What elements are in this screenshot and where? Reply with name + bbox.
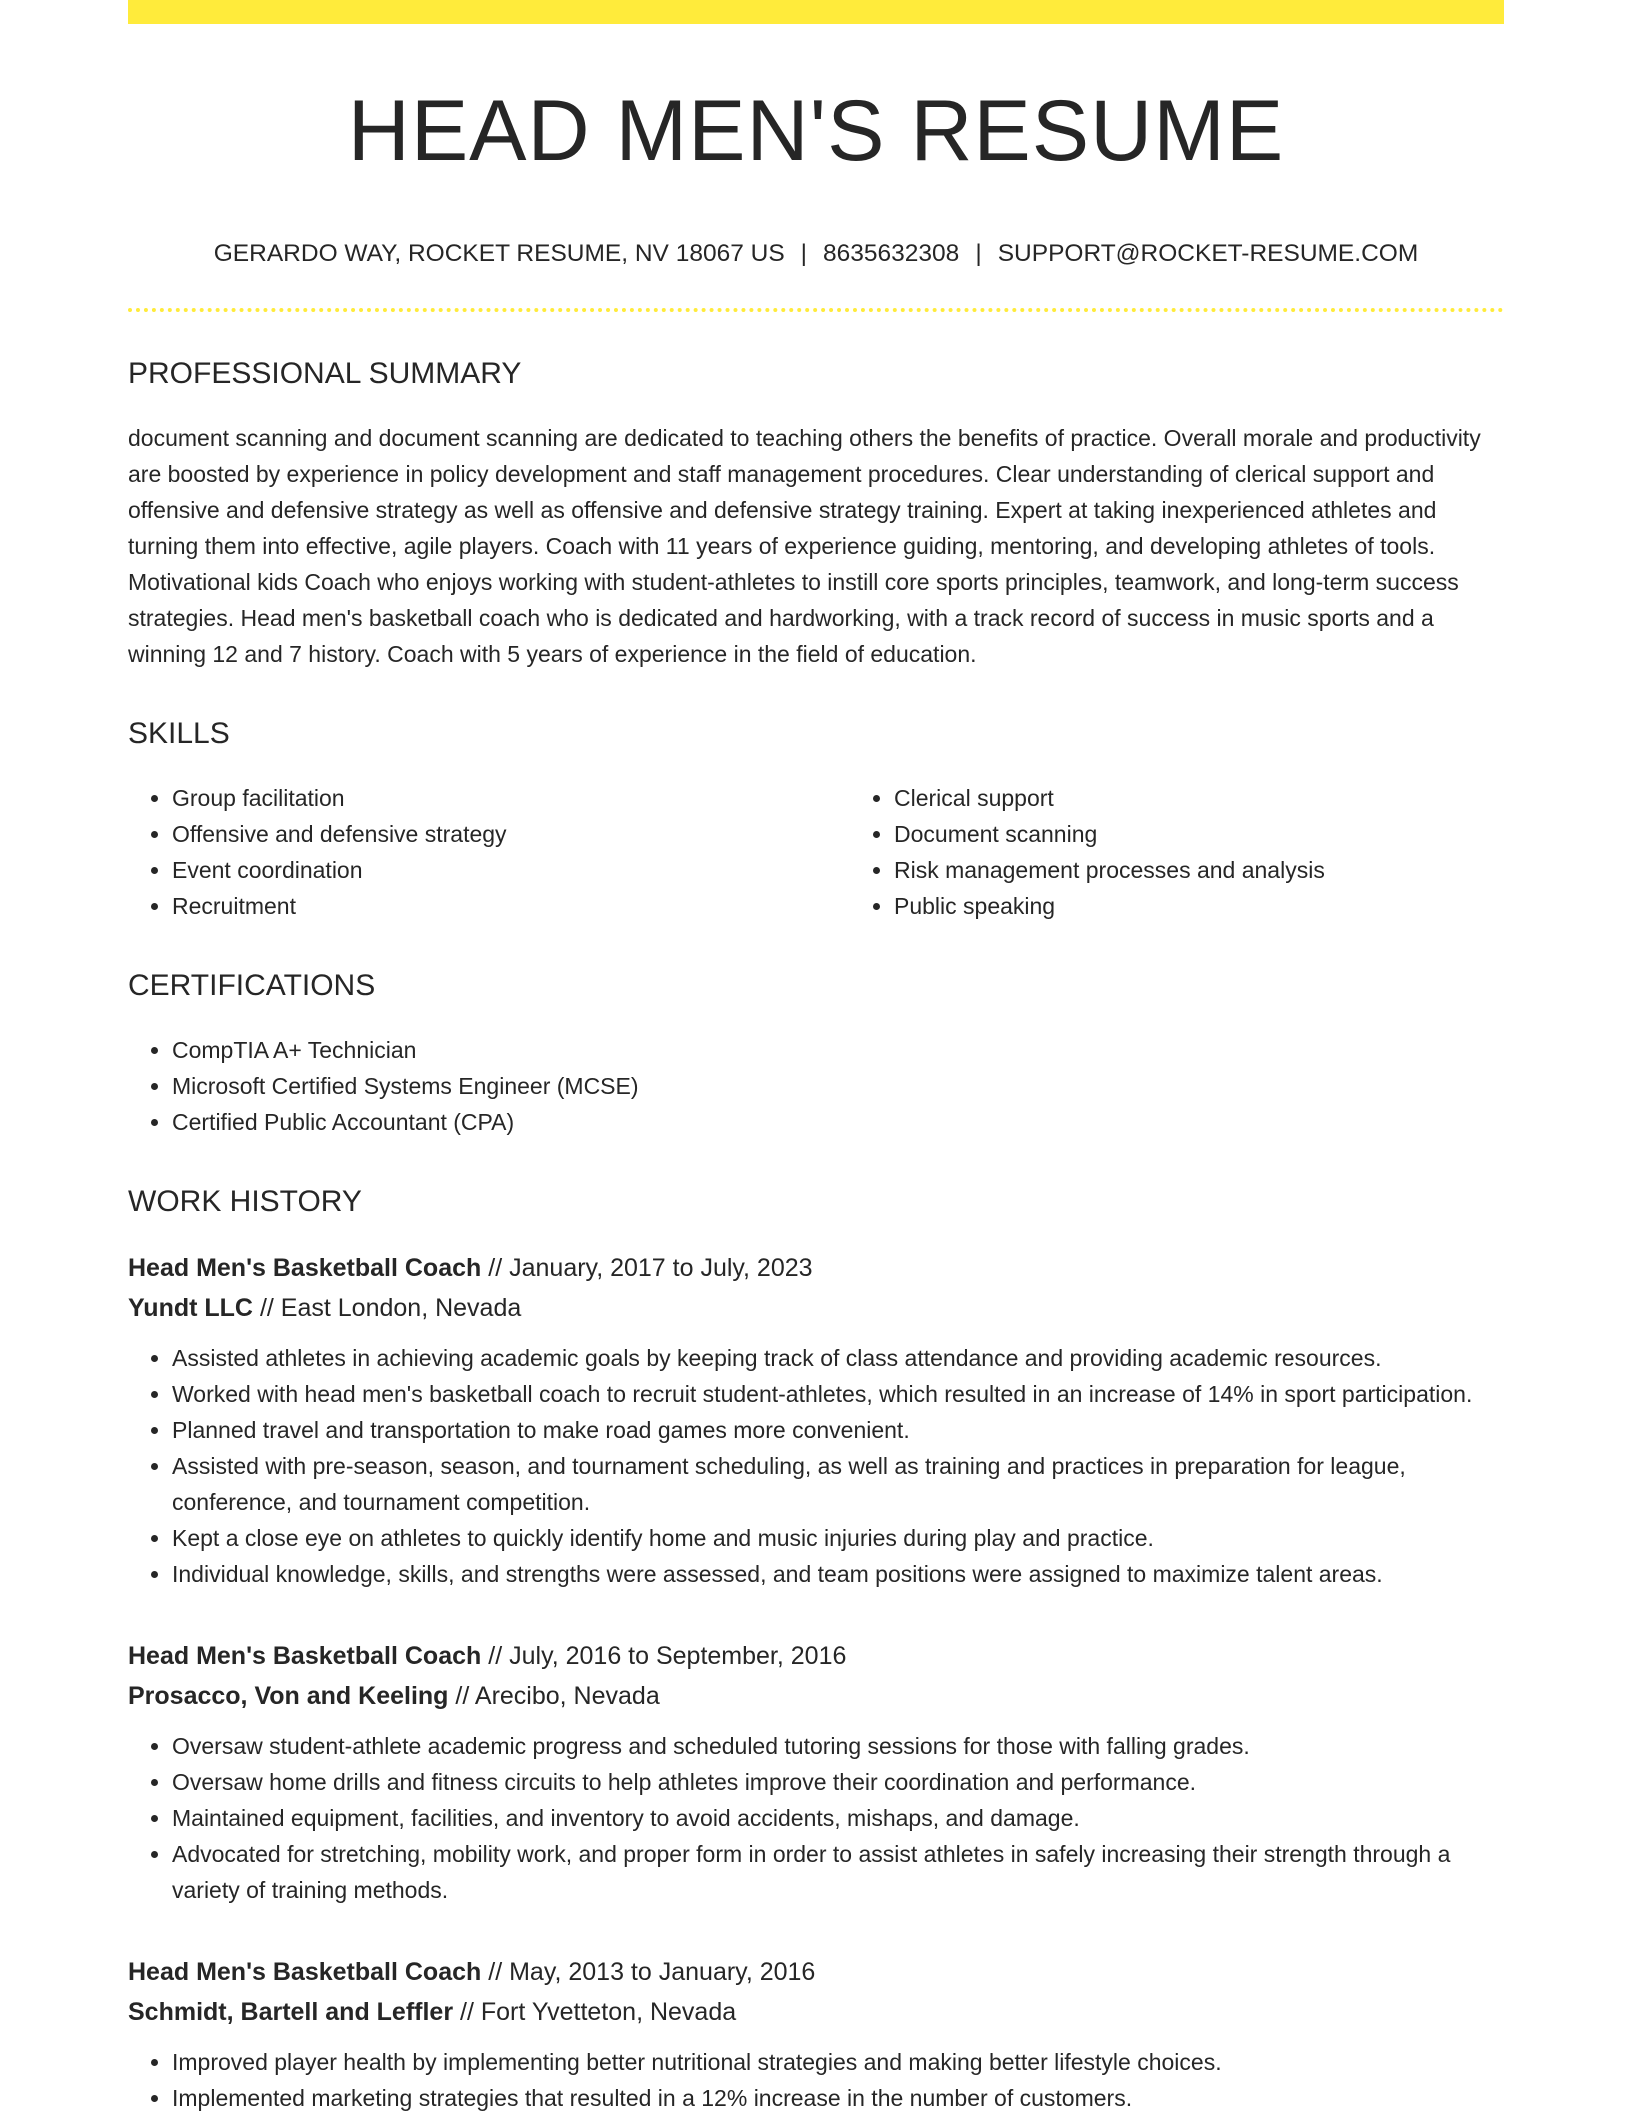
dash-separator: // bbox=[460, 1997, 474, 2026]
job-company: Yundt LLC bbox=[128, 1293, 253, 1322]
skill-item: • Offensive and defensive strategy bbox=[172, 816, 850, 852]
job-bullet: • Maintained equipment, facilities, and inventory to avoid accidents, mishaps, and damage. bbox=[172, 1800, 1504, 1836]
contact-email: SUPPORT@ROCKET-RESUME.COM bbox=[997, 239, 1419, 267]
job-bullet: • Improved player health by implementing better nutritional strategies and making better lifestyle choices. bbox=[172, 2044, 1504, 2080]
dash-separator: // bbox=[455, 1681, 470, 1710]
dotted-divider bbox=[128, 308, 1504, 312]
job-bullet: • Assisted athletes in achieving academic goals by keeping track of class attendance and providing academic resources. bbox=[172, 1340, 1504, 1376]
job-role-line bbox=[128, 1248, 1504, 1288]
contact-separator: | bbox=[975, 239, 982, 267]
job-bullet: • Advocated for stretching, mobility work, and proper form in order to assist athletes in safely increasing their strength through a variety of training methods. bbox=[172, 1836, 1504, 1908]
resume-title: HEAD MEN'S RESUME bbox=[347, 83, 1285, 179]
job-company: Prosacco, Von and Keeling bbox=[128, 1681, 449, 1710]
job-location: Arecibo, Nevada bbox=[474, 1681, 660, 1710]
dash-separator: // bbox=[488, 1957, 503, 1986]
job-bullet: • Assisted with pre-season, season, and tournament scheduling, as well as training and practices in preparation for league, conference, and tournament competition. bbox=[172, 1448, 1504, 1520]
dash-separator: // bbox=[488, 1253, 503, 1282]
contact-separator: | bbox=[800, 239, 808, 267]
contact-phone: 8635632308 bbox=[823, 239, 960, 267]
accent-top-bar bbox=[128, 0, 1504, 24]
job-bullet: • Oversaw home drills and fitness circuits to help athletes improve their coordination and performance. bbox=[172, 1764, 1504, 1800]
job-company-line bbox=[128, 1992, 1504, 2032]
certifications-list bbox=[128, 1032, 1504, 1140]
work-history-heading: WORK HISTORY bbox=[128, 1184, 362, 1218]
summary-text: document scanning and document scanning are dedicated to teaching others the benefits of practice. Overall morale and productivity are boosted by experience in policy development and staff management procedures. Clear understanding of clerical support and offensive and defensive strategy as well as offensive and defensive strategy training. Expert at taking inexperienced athletes and turning them into effective, agile players. Coach with 11 years of experience guiding, mentoring, and developing athletes of tools. Motivational kids Coach who enjoys working with student-athletes to instill core sports principles, teamwork, and long-term success strategies. Head men's basketball coach who is dedicated and hardworking, with a track record of success in music sports and a winning 12 and 7 history. Coach with 5 years of experience in the field of education. bbox=[128, 424, 1481, 667]
job-role: Head Men's Basketball Coach bbox=[128, 1641, 482, 1670]
certification-item: • CompTIA A+ Technician bbox=[172, 1032, 1504, 1068]
job-bullet: • Planned travel and transportation to make road games more convenient. bbox=[172, 1412, 1504, 1448]
summary-heading: PROFESSIONAL SUMMARY bbox=[128, 356, 522, 390]
job-company: Schmidt, Bartell and Leffler bbox=[128, 1997, 454, 2026]
job-entry bbox=[128, 1952, 1504, 2116]
job-entry bbox=[128, 1636, 1504, 1908]
job-location: East London, Nevada bbox=[280, 1293, 522, 1322]
skill-item: • Public speaking bbox=[894, 888, 1572, 924]
job-bullet: • Worked with head men's basketball coach to recruit student-athletes, which resulted in an increase of 14% in sport participation. bbox=[172, 1376, 1504, 1412]
job-company-line bbox=[128, 1288, 1504, 1328]
job-bullet: • Oversaw student-athlete academic progress and scheduled tutoring sessions for those with falling grades. bbox=[172, 1728, 1504, 1764]
certification-item: • Certified Public Accountant (CPA) bbox=[172, 1104, 1504, 1140]
job-bullet: • Implemented marketing strategies that resulted in a 12% increase in the number of customers. bbox=[172, 2080, 1504, 2116]
skill-item: • Recruitment bbox=[172, 888, 850, 924]
job-bullets bbox=[128, 1728, 1504, 1908]
job-location: Fort Yvetteton, Nevada bbox=[480, 1997, 737, 2026]
skills-heading: SKILLS bbox=[128, 716, 230, 750]
skills-column-right bbox=[850, 780, 1572, 924]
skill-item: • Risk management processes and analysis bbox=[894, 852, 1572, 888]
job-dates: January, 2017 to July, 2023 bbox=[509, 1253, 813, 1282]
job-role: Head Men's Basketball Coach bbox=[128, 1253, 482, 1282]
job-dates: July, 2016 to September, 2016 bbox=[509, 1641, 847, 1670]
skills-column-left bbox=[128, 780, 850, 924]
job-bullet: • Kept a close eye on athletes to quickly identify home and music injuries during play and practice. bbox=[172, 1520, 1504, 1556]
skill-item: • Clerical support bbox=[894, 780, 1572, 816]
dash-separator: // bbox=[259, 1293, 274, 1322]
job-role-line bbox=[128, 1952, 1504, 1992]
job-role-line bbox=[128, 1636, 1504, 1676]
job-bullets bbox=[128, 1340, 1504, 1592]
skill-item: • Event coordination bbox=[172, 852, 850, 888]
job-company-line bbox=[128, 1676, 1504, 1716]
job-bullets bbox=[128, 2044, 1504, 2116]
certification-item: • Microsoft Certified Systems Engineer (MCSE) bbox=[172, 1068, 1504, 1104]
skills-list bbox=[128, 780, 1504, 924]
contact-line bbox=[128, 239, 1504, 268]
dash-separator: // bbox=[488, 1641, 503, 1670]
job-role: Head Men's Basketball Coach bbox=[128, 1957, 482, 1986]
job-dates: May, 2013 to January, 2016 bbox=[509, 1957, 816, 1986]
job-bullet: • Individual knowledge, skills, and strengths were assessed, and team positions were assigned to maximize talent areas. bbox=[172, 1556, 1504, 1592]
skill-item: • Document scanning bbox=[894, 816, 1572, 852]
certifications-heading: CERTIFICATIONS bbox=[128, 968, 376, 1002]
skill-item: • Group facilitation bbox=[172, 780, 850, 816]
job-entry bbox=[128, 1248, 1504, 1592]
contact-address: GERARDO WAY, ROCKET RESUME, NV 18067 US bbox=[213, 239, 785, 267]
resume-page bbox=[128, 0, 1504, 2116]
